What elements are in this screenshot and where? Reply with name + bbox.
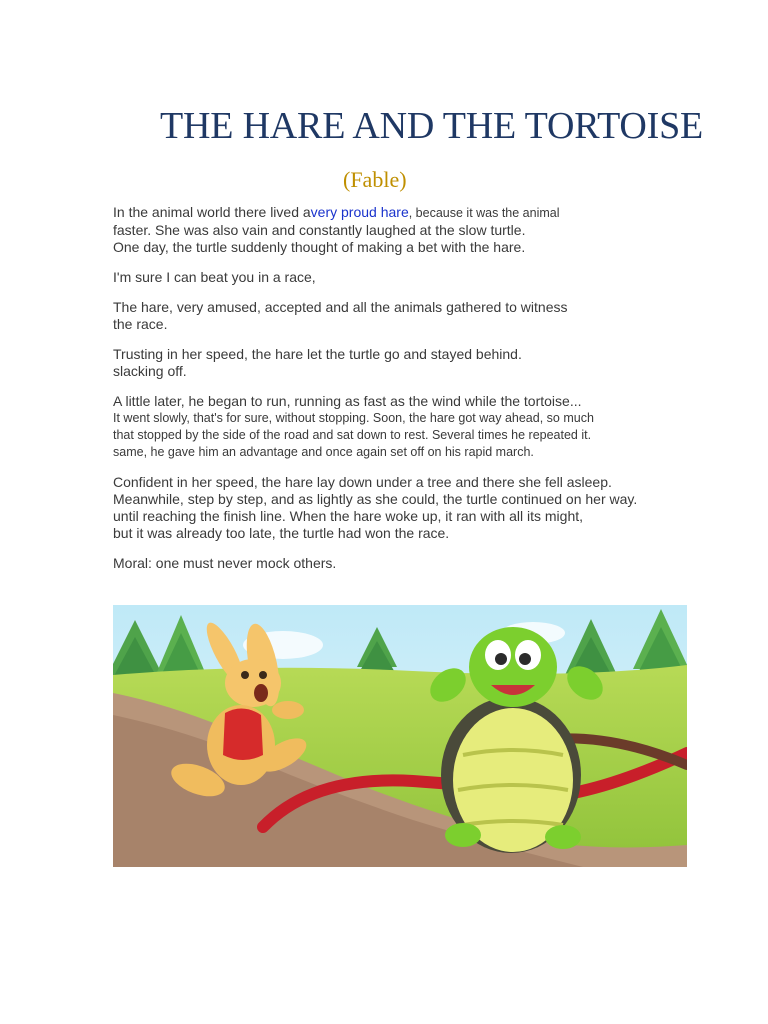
paragraph-intro [113,204,673,256]
paragraph-quote [113,269,673,286]
paragraph-asleep [113,474,673,542]
text-line: It went slowly, that's for sure, without stopping. Soon, the hare got way ahead, so much [113,411,594,425]
paragraph-moral [113,555,673,572]
text-line [113,204,673,222]
text-segment: , because it was the animal [408,206,560,220]
text-line: but it was already too late, the turtle had won the race. [113,525,450,541]
text-line: Confident in her speed, the hare lay down under a tree and there she fell asleep. [113,474,612,490]
text-line: The hare, very amused, accepted and all the animals gathered to witness [113,299,568,315]
proud-hare-link[interactable]: very proud hare [310,204,409,220]
text-line: that stopped by the side of the road and sat down to rest. Several times he repeated it. [113,428,592,442]
race-illustration [113,605,687,867]
text-line: Meanwhile, step by step, and as lightly as she could, the turtle continued on her way. [113,491,638,507]
text-line: I'm sure I can beat you in a race, [113,269,316,285]
text-line: the race. [113,316,168,332]
text-line: slacking off. [113,363,187,379]
text-line: A little later, he began to run, running as fast as the wind while the tortoise... [113,393,582,409]
text-line: Trusting in her speed, the hare let the turtle go and stayed behind. [113,346,522,362]
page-title: THE HARE AND THE TORTOISE [160,105,704,147]
race-illustration-svg [113,605,687,867]
text-line: One day, the turtle suddenly thought of making a bet with the hare. [113,239,526,255]
text-line: until reaching the finish line. When the hare woke up, it ran with all its might, [113,508,584,524]
story-body [113,204,673,585]
paragraph-run [113,393,673,461]
text-line: Moral: one must never mock others. [113,555,337,571]
text-segment: In the animal world there lived a [113,204,311,220]
paragraph-accept [113,299,673,333]
text-line: faster. She was also vain and constantly laughed at the slow turtle. [113,222,526,238]
text-line: same, he gave him an advantage and once again set off on his rapid march. [113,445,534,459]
page-subtitle: (Fable) [343,167,407,192]
paragraph-trusting [113,346,673,380]
